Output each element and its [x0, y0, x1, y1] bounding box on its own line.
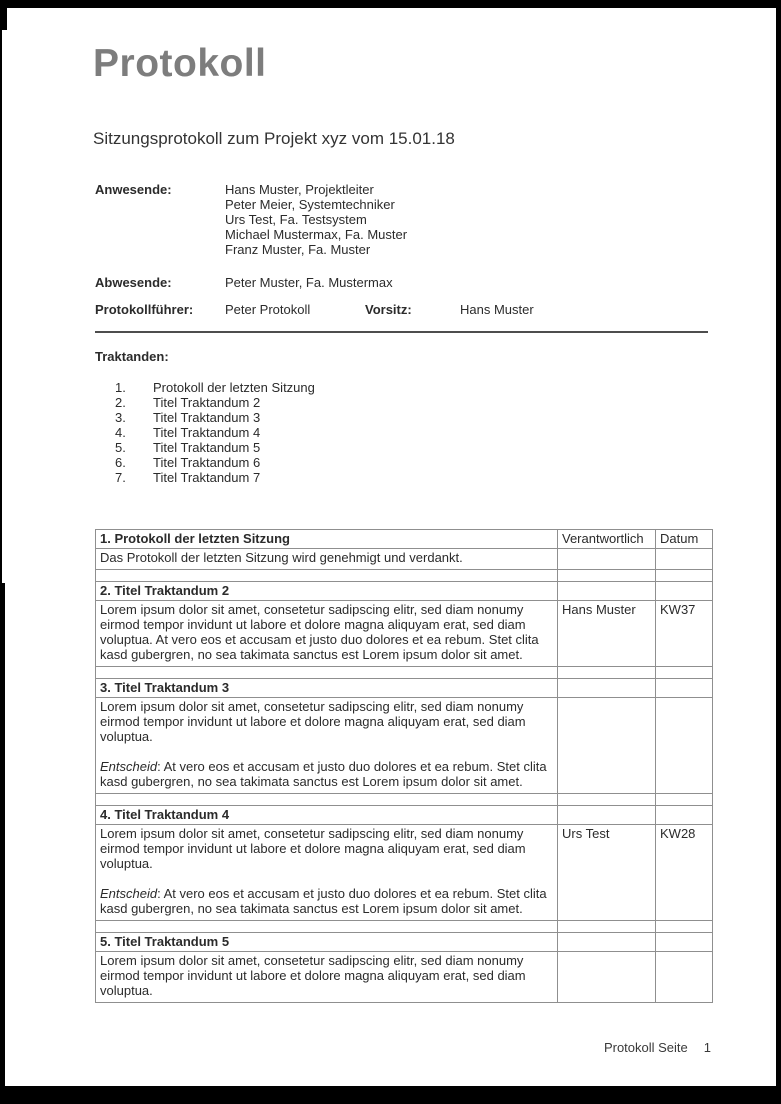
table-body-row — [96, 952, 713, 1003]
abwesende-value: Peter Muster, Fa. Mustermax — [225, 275, 393, 290]
topic-paragraph: Lorem ipsum dolor sit amet, consetetur sadipscing elitr, sed diam nonumy eirmod tempor invidunt ut labore et dolore magna aliquyam erat, sed diam voluptua. — [100, 826, 526, 871]
attendee-line: Franz Muster, Fa. Muster — [225, 242, 371, 257]
cell-topic-text — [96, 549, 558, 570]
spacer-cell — [558, 794, 656, 806]
cell-datum-value — [656, 698, 713, 794]
spacer-cell — [656, 667, 713, 679]
scan-border-bottom — [0, 1086, 781, 1104]
meta-section — [95, 182, 711, 317]
traktanden-item — [95, 410, 711, 425]
cell-datum-value: KW37 — [656, 601, 713, 667]
spacer-cell — [96, 921, 558, 933]
table-header-row — [96, 530, 713, 549]
spacer-cell — [558, 667, 656, 679]
table-spacer-row — [96, 570, 713, 582]
table-heading-row — [96, 679, 713, 698]
cell-datum-value: KW28 — [656, 825, 713, 921]
spacer-cell — [656, 570, 713, 582]
cell-verantwortlich-value — [558, 952, 656, 1003]
anwesende-label: Anwesende: — [95, 182, 172, 197]
traktanden-item — [95, 395, 711, 410]
traktanden-item-number: 5. — [115, 440, 126, 455]
traktanden-list — [95, 380, 711, 485]
traktanden-item-title: Titel Traktandum 5 — [153, 440, 261, 455]
traktanden-item-title: Titel Traktandum 6 — [153, 455, 261, 470]
cell-verantwortlich-value: Urs Test — [558, 825, 656, 921]
cell-verantwortlich-header: Verantwortlich — [558, 530, 656, 549]
traktanden-item — [95, 440, 711, 455]
document-title: Protokoll — [93, 42, 267, 85]
cell-verantwortlich-header — [558, 679, 656, 698]
horizontal-rule — [95, 331, 708, 333]
document-subtitle: Sitzungsprotokoll zum Projekt xyz vom 15.01.18 — [93, 129, 455, 148]
spacer-cell — [558, 570, 656, 582]
traktanden-item — [95, 455, 711, 470]
traktanden-item-number: 3. — [115, 410, 126, 425]
traktanden-item-number: 7. — [115, 470, 126, 485]
traktanden-item — [95, 380, 711, 395]
spacer-cell — [656, 794, 713, 806]
table-body-row — [96, 549, 713, 570]
protokoll-table — [95, 529, 713, 1003]
table-heading-row — [96, 933, 713, 952]
traktanden-item-title: Protokoll der letzten Sitzung — [153, 380, 315, 395]
protokollfuehrer-row — [95, 302, 711, 317]
table-body-row — [96, 825, 713, 921]
attendee-line: Michael Mustermax, Fa. Muster — [225, 227, 408, 242]
cell-topic-text — [96, 601, 558, 667]
cell-datum-header — [656, 582, 713, 601]
traktanden-item — [95, 425, 711, 440]
table-spacer-row — [96, 794, 713, 806]
anwesende-list — [225, 182, 711, 257]
vorsitz-label: Vorsitz: — [365, 302, 412, 317]
traktanden-item-number: 6. — [115, 455, 126, 470]
footer-page-number: 1 — [703, 1040, 711, 1055]
cell-verantwortlich-header — [558, 933, 656, 952]
topic-paragraph: Entscheid: At vero eos et accusam et justo duo dolores et ea rebum. Stet clita kasd gubergren, no sea takimata sanctus est Lorem ipsum dolor sit amet. — [100, 886, 547, 916]
topic-paragraph: Lorem ipsum dolor sit amet, consetetur sadipscing elitr, sed diam nonumy eirmod tempor invidunt ut labore et dolore magna aliquyam erat, sed diam voluptua. — [100, 953, 526, 998]
cell-verantwortlich-value: Hans Muster — [558, 601, 656, 667]
protokollfuehrer-value: Peter Protokoll — [225, 302, 311, 317]
attendee-line: Urs Test, Fa. Testsystem — [225, 212, 367, 227]
traktanden-item-number: 4. — [115, 425, 126, 440]
scan-border-left-thin — [0, 8, 2, 583]
attendee-line: Peter Meier, Systemtechniker — [225, 197, 395, 212]
abwesende-label: Abwesende: — [95, 275, 172, 290]
cell-datum-value — [656, 549, 713, 570]
entscheid-lead: Entscheid — [100, 759, 158, 774]
entscheid-lead: Entscheid — [100, 886, 158, 901]
table-body-row — [96, 698, 713, 794]
footer-label: Protokoll Seite — [603, 1040, 688, 1055]
scan-border-left-thick — [0, 583, 5, 1104]
table-body-row — [96, 601, 713, 667]
spacer-cell — [96, 667, 558, 679]
scan-border-left-tab — [0, 8, 7, 30]
topic-paragraph: Lorem ipsum dolor sit amet, consetetur sadipscing elitr, sed diam nonumy eirmod tempor invidunt ut labore et dolore magna aliquyam erat, sed diam voluptua. — [100, 699, 526, 744]
cell-topic-text — [96, 825, 558, 921]
scan-border-top — [0, 0, 781, 8]
traktanden-item-title: Titel Traktandum 7 — [153, 470, 261, 485]
topic-paragraph: Lorem ipsum dolor sit amet, consetetur sadipscing elitr, sed diam nonumy eirmod tempor invidunt ut labore et dolore magna aliquyam erat, sed diam voluptua. At vero eos et accusam et justo duo dolores et ea rebum. Stet clita kasd gubergren, no sea takimata sanctus est Lorem ipsum dolor sit amet. — [100, 602, 539, 662]
table-heading-row — [96, 582, 713, 601]
table-heading-row — [96, 806, 713, 825]
cell-verantwortlich-header — [558, 806, 656, 825]
traktanden-item-title: Titel Traktandum 4 — [153, 425, 261, 440]
protokollfuehrer-label: Protokollführer: — [95, 302, 194, 317]
cell-topic-text — [96, 952, 558, 1003]
table-spacer-row — [96, 667, 713, 679]
cell-verantwortlich-value — [558, 698, 656, 794]
topic-paragraph: Entscheid: At vero eos et accusam et justo duo dolores et ea rebum. Stet clita kasd gubergren, no sea takimata sanctus est Lorem ipsum dolor sit amet. — [100, 759, 547, 789]
traktanden-item-title: Titel Traktandum 2 — [153, 395, 261, 410]
cell-section-heading: 3. Titel Traktandum 3 — [96, 679, 558, 698]
cell-verantwortlich-value — [558, 549, 656, 570]
cell-datum-header — [656, 933, 713, 952]
spacer-cell — [558, 921, 656, 933]
attendee-line: Hans Muster, Projektleiter — [225, 182, 374, 197]
vorsitz-value: Hans Muster — [460, 302, 534, 317]
traktanden-label: Traktanden: — [95, 349, 169, 364]
traktanden-item-title: Titel Traktandum 3 — [153, 410, 261, 425]
cell-section-heading: 4. Titel Traktandum 4 — [96, 806, 558, 825]
cell-datum-header: Datum — [656, 530, 713, 549]
traktanden-item-number: 1. — [115, 380, 126, 395]
traktanden-section — [95, 349, 711, 485]
cell-topic-text — [96, 698, 558, 794]
traktanden-item-number: 2. — [115, 395, 126, 410]
spacer-cell — [96, 794, 558, 806]
cell-verantwortlich-header — [558, 582, 656, 601]
traktanden-item — [95, 470, 711, 485]
abwesende-row — [95, 275, 711, 290]
cell-section-heading: 1. Protokoll der letzten Sitzung — [96, 530, 558, 549]
scan-border-right — [776, 8, 781, 1104]
table-spacer-row — [96, 921, 713, 933]
cell-section-heading: 2. Titel Traktandum 2 — [96, 582, 558, 601]
cell-datum-header — [656, 806, 713, 825]
spacer-cell — [656, 921, 713, 933]
spacer-cell — [96, 570, 558, 582]
anwesende-row — [95, 182, 711, 257]
cell-datum-header — [656, 679, 713, 698]
topic-paragraph: Das Protokoll der letzten Sitzung wird genehmigt und verdankt. — [100, 550, 463, 565]
page-footer — [95, 1040, 711, 1055]
cell-section-heading: 5. Titel Traktandum 5 — [96, 933, 558, 952]
cell-datum-value — [656, 952, 713, 1003]
